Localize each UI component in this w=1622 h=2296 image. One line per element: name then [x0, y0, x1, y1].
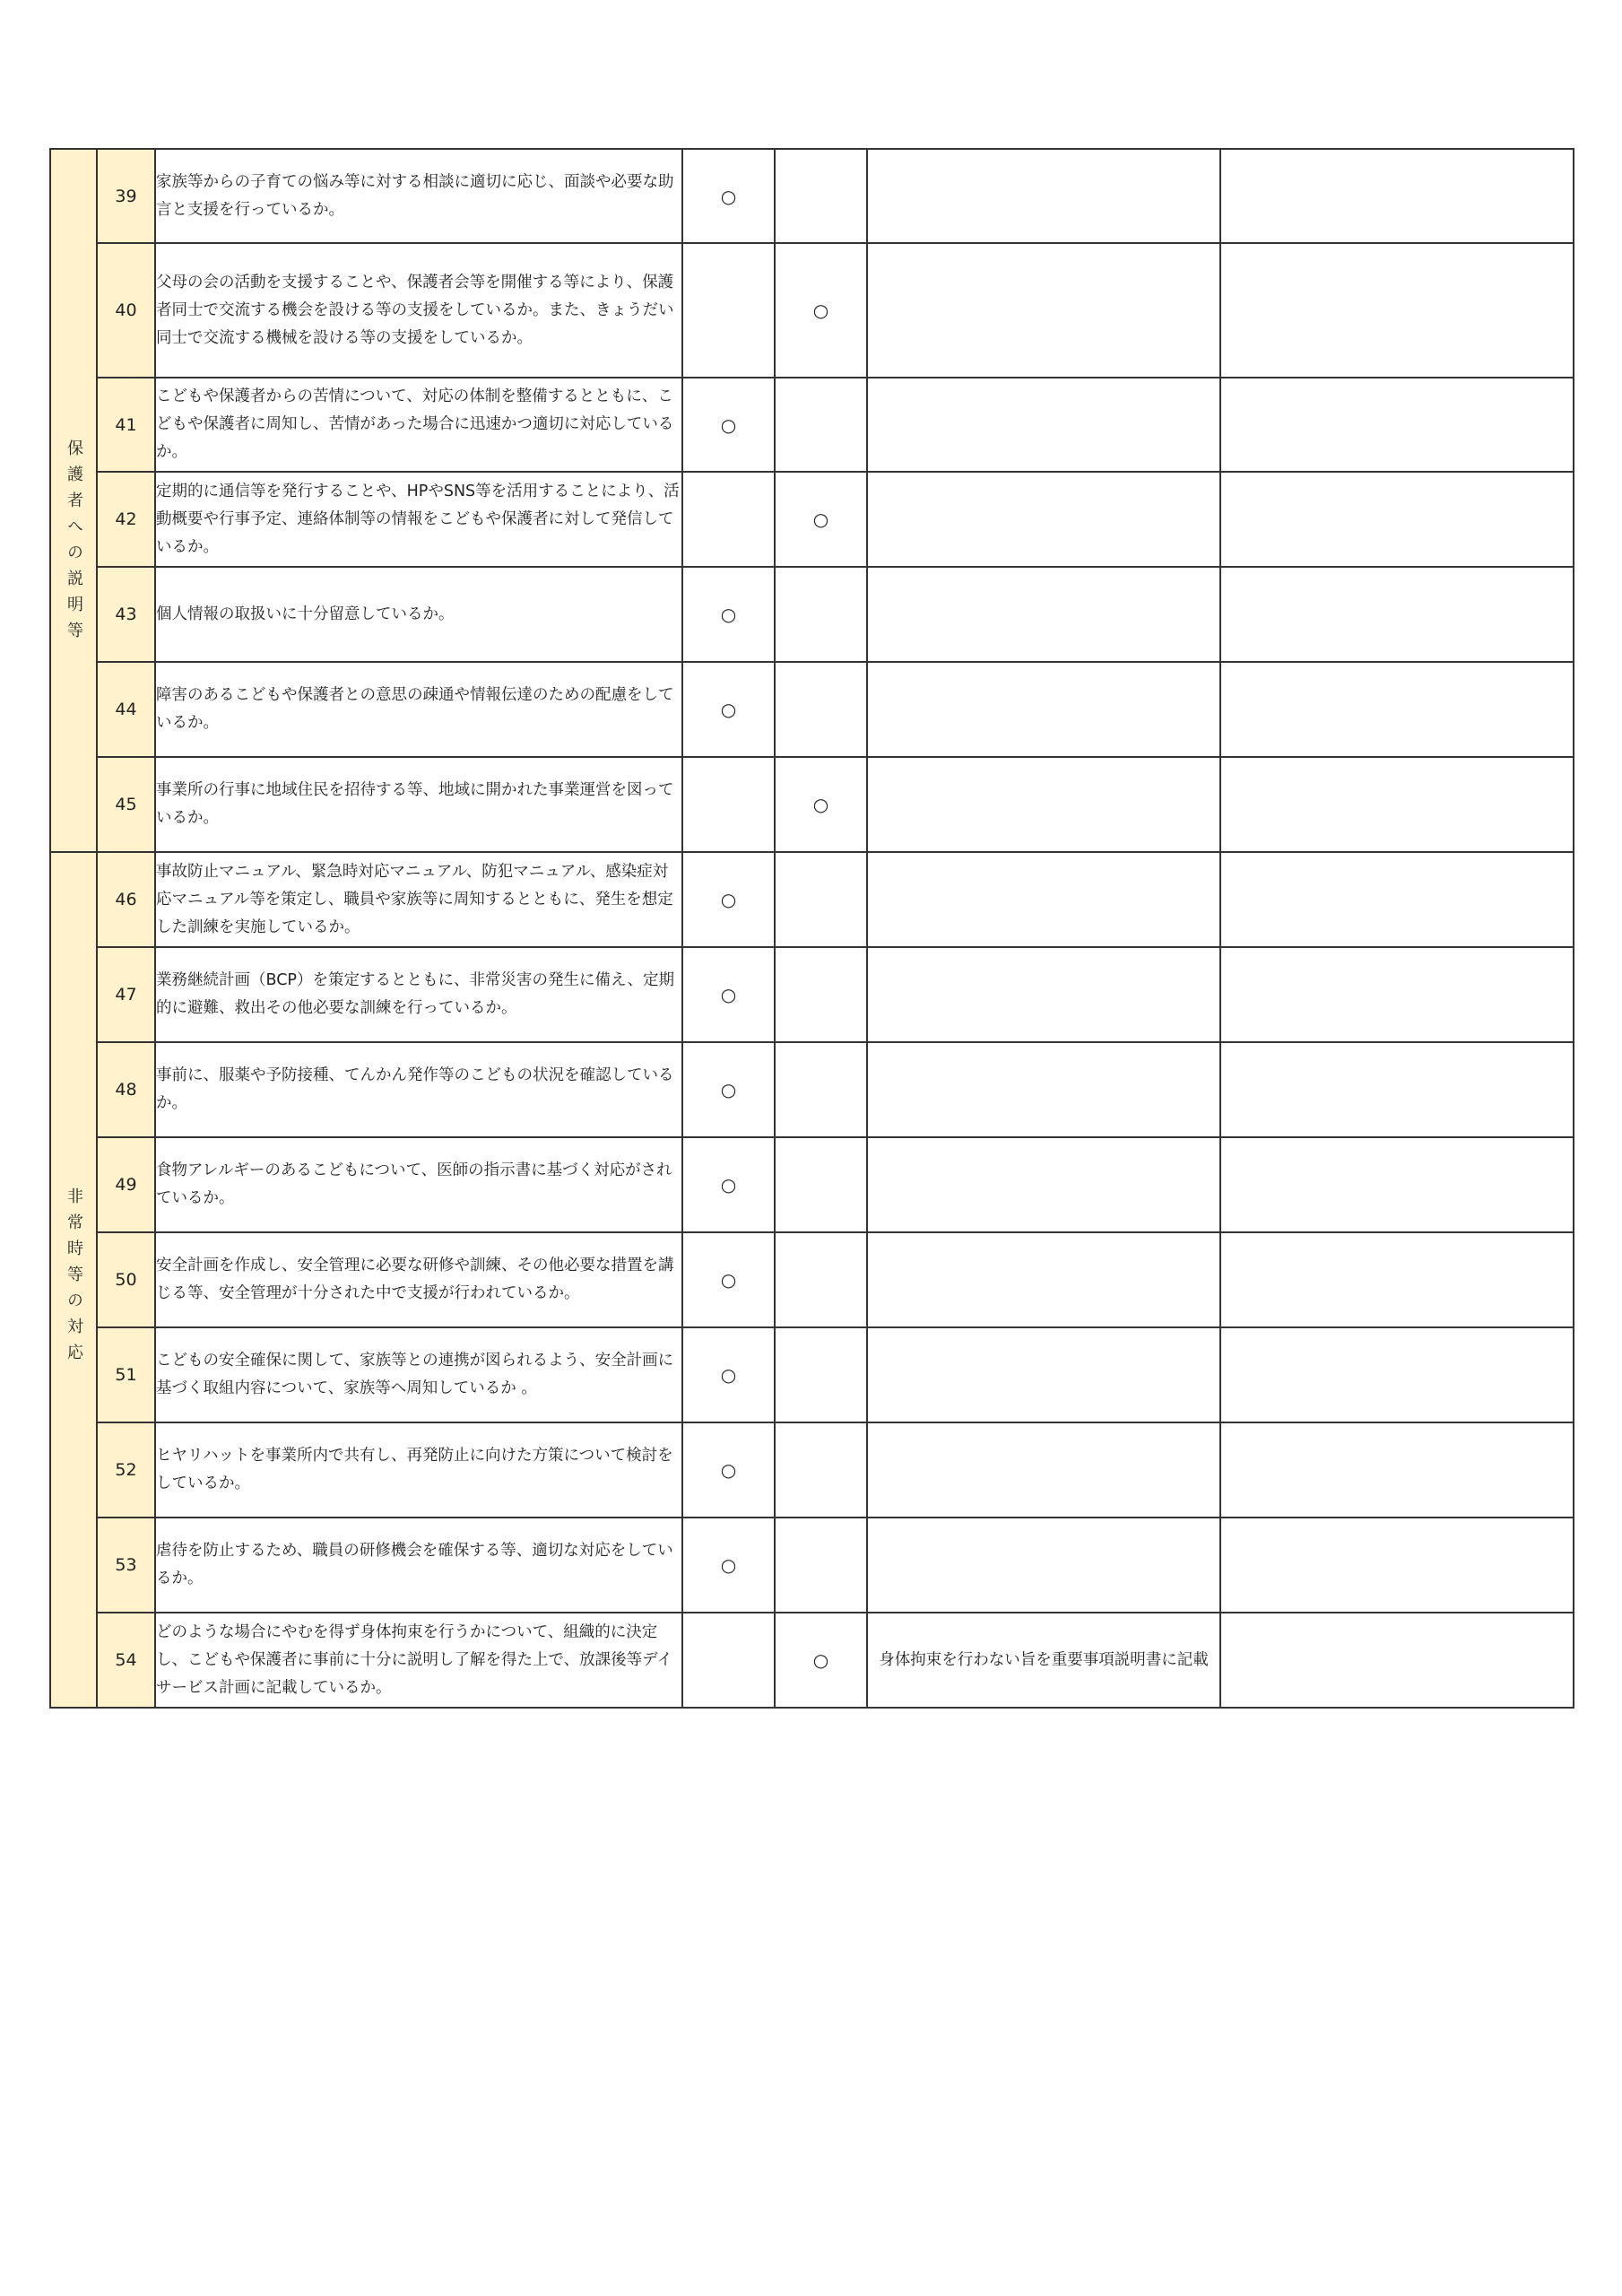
question-text: こどもの安全確保に関して、家族等との連携が図られるよう、安全計画に基づく取組内容について、家族等へ周知しているか 。 — [155, 1327, 682, 1422]
table-row — [50, 1137, 1574, 1232]
table-row — [50, 149, 1574, 243]
check-mark-b[interactable]: ○ — [775, 1613, 867, 1708]
check-mark-b[interactable] — [775, 1518, 867, 1613]
check-mark-b[interactable] — [775, 1327, 867, 1422]
check-mark-a[interactable]: ○ — [682, 1232, 775, 1327]
question-text: 食物アレルギーのあるこどもについて、医師の指示書に基づく対応がされているか。 — [155, 1137, 682, 1232]
question-text: 虐待を防止するため、職員の研修機会を確保する等、適切な対応をしているか。 — [155, 1518, 682, 1613]
remark-cell[interactable] — [867, 947, 1220, 1042]
item-number: 49 — [97, 1137, 155, 1232]
remark-cell[interactable] — [867, 243, 1220, 378]
item-number: 51 — [97, 1327, 155, 1422]
question-text: 障害のあるこどもや保護者との意思の疎通や情報伝達のための配慮をしているか。 — [155, 662, 682, 757]
check-mark-a[interactable]: ○ — [682, 947, 775, 1042]
question-text: 定期的に通信等を発行することや、HPやSNS等を活用することにより、活動概要や行事予定、連絡体制等の情報をこどもや保護者に対して発信しているか。 — [155, 472, 682, 567]
check-mark-a[interactable] — [682, 1613, 775, 1708]
table-row — [50, 1422, 1574, 1518]
table-row — [50, 243, 1574, 378]
remark-cell[interactable] — [867, 852, 1220, 947]
table-row — [50, 757, 1574, 852]
table-row — [50, 947, 1574, 1042]
table-row — [50, 1327, 1574, 1422]
table-row — [50, 1613, 1574, 1708]
remark-cell[interactable] — [867, 757, 1220, 852]
note-cell[interactable] — [1220, 1042, 1574, 1137]
remark-cell[interactable] — [867, 1422, 1220, 1518]
remark-cell[interactable] — [867, 567, 1220, 662]
remark-cell[interactable] — [867, 1232, 1220, 1327]
check-mark-b[interactable] — [775, 947, 867, 1042]
item-number: 43 — [97, 567, 155, 662]
check-mark-b[interactable] — [775, 852, 867, 947]
check-mark-a[interactable]: ○ — [682, 662, 775, 757]
item-number: 52 — [97, 1422, 155, 1518]
check-mark-a[interactable]: ○ — [682, 378, 775, 472]
evaluation-checklist-table — [49, 148, 1574, 1709]
note-cell[interactable] — [1220, 947, 1574, 1042]
note-cell[interactable] — [1220, 757, 1574, 852]
note-cell[interactable] — [1220, 852, 1574, 947]
table-row — [50, 567, 1574, 662]
item-number: 54 — [97, 1613, 155, 1708]
check-mark-b[interactable]: ○ — [775, 472, 867, 567]
table-row — [50, 852, 1574, 947]
note-cell[interactable] — [1220, 1327, 1574, 1422]
check-mark-b[interactable] — [775, 1232, 867, 1327]
remark-cell[interactable] — [867, 1042, 1220, 1137]
item-number: 39 — [97, 149, 155, 243]
note-cell[interactable] — [1220, 243, 1574, 378]
check-mark-b[interactable] — [775, 149, 867, 243]
check-mark-b[interactable] — [775, 1422, 867, 1518]
item-number: 53 — [97, 1518, 155, 1613]
remark-cell[interactable] — [867, 1327, 1220, 1422]
category-label: 非常時等の対応 — [65, 1187, 83, 1370]
table-row — [50, 378, 1574, 472]
check-mark-b[interactable] — [775, 1137, 867, 1232]
category-cell — [50, 149, 97, 852]
item-number: 41 — [97, 378, 155, 472]
note-cell[interactable] — [1220, 1518, 1574, 1613]
remark-cell[interactable]: 身体拘束を行わない旨を重要事項説明書に記載 — [867, 1613, 1220, 1708]
check-mark-a[interactable]: ○ — [682, 852, 775, 947]
category-label: 保護者への説明等 — [65, 439, 83, 648]
check-mark-a[interactable] — [682, 757, 775, 852]
item-number: 45 — [97, 757, 155, 852]
table-row — [50, 1042, 1574, 1137]
item-number: 48 — [97, 1042, 155, 1137]
table-row — [50, 662, 1574, 757]
question-text: 父母の会の活動を支援することや、保護者会等を開催する等により、保護者同士で交流する機会を設ける等の支援をしているか。また、きょうだい同士で交流する機械を設ける等の支援をしているか。 — [155, 243, 682, 378]
question-text: 事故防止マニュアル、緊急時対応マニュアル、防犯マニュアル、感染症対応マニュアル等を策定し、職員や家族等に周知するとともに、発生を想定した訓練を実施しているか。 — [155, 852, 682, 947]
note-cell[interactable] — [1220, 378, 1574, 472]
check-mark-a[interactable]: ○ — [682, 1518, 775, 1613]
check-mark-a[interactable]: ○ — [682, 1042, 775, 1137]
note-cell[interactable] — [1220, 149, 1574, 243]
note-cell[interactable] — [1220, 662, 1574, 757]
remark-cell[interactable] — [867, 472, 1220, 567]
check-mark-b[interactable] — [775, 662, 867, 757]
note-cell[interactable] — [1220, 1422, 1574, 1518]
question-text: 業務継続計画（BCP）を策定するとともに、非常災害の発生に備え、定期的に避難、救出その他必要な訓練を行っているか。 — [155, 947, 682, 1042]
remark-cell[interactable] — [867, 1137, 1220, 1232]
question-text: 事前に、服薬や予防接種、てんかん発作等のこどもの状況を確認しているか。 — [155, 1042, 682, 1137]
check-mark-a[interactable]: ○ — [682, 1327, 775, 1422]
check-mark-b[interactable]: ○ — [775, 243, 867, 378]
note-cell[interactable] — [1220, 472, 1574, 567]
check-mark-b[interactable] — [775, 1042, 867, 1137]
check-mark-b[interactable]: ○ — [775, 757, 867, 852]
question-text: ヒヤリハットを事業所内で共有し、再発防止に向けた方策について検討をしているか。 — [155, 1422, 682, 1518]
table-row — [50, 1232, 1574, 1327]
check-mark-a[interactable] — [682, 472, 775, 567]
check-mark-a[interactable]: ○ — [682, 1422, 775, 1518]
item-number: 46 — [97, 852, 155, 947]
check-mark-b[interactable] — [775, 378, 867, 472]
check-mark-b[interactable] — [775, 567, 867, 662]
question-text: 個人情報の取扱いに十分留意しているか。 — [155, 567, 682, 662]
note-cell[interactable] — [1220, 567, 1574, 662]
question-text: こどもや保護者からの苦情について、対応の体制を整備するとともに、こどもや保護者に周知し、苦情があった場合に迅速かつ適切に対応しているか。 — [155, 378, 682, 472]
check-mark-a[interactable]: ○ — [682, 1137, 775, 1232]
check-mark-a[interactable]: ○ — [682, 149, 775, 243]
item-number: 50 — [97, 1232, 155, 1327]
category-cell — [50, 852, 97, 1708]
item-number: 40 — [97, 243, 155, 378]
question-text: どのような場合にやむを得ず身体拘束を行うかについて、組織的に決定し、こどもや保護者に事前に十分に説明し了解を得た上で、放課後等デイサービス計画に記載しているか。 — [155, 1613, 682, 1708]
item-number: 42 — [97, 472, 155, 567]
question-text: 安全計画を作成し、安全管理に必要な研修や訓練、その他必要な措置を講じる等、安全管理が十分された中で支援が行われているか。 — [155, 1232, 682, 1327]
remark-cell[interactable] — [867, 378, 1220, 472]
remark-cell[interactable] — [867, 149, 1220, 243]
note-cell[interactable] — [1220, 1613, 1574, 1708]
remark-cell[interactable] — [867, 662, 1220, 757]
note-cell[interactable] — [1220, 1232, 1574, 1327]
note-cell[interactable] — [1220, 1137, 1574, 1232]
table-row — [50, 1518, 1574, 1613]
question-text: 事業所の行事に地域住民を招待する等、地域に開かれた事業運営を図っているか。 — [155, 757, 682, 852]
item-number: 47 — [97, 947, 155, 1042]
check-mark-a[interactable] — [682, 243, 775, 378]
remark-cell[interactable] — [867, 1518, 1220, 1613]
question-text: 家族等からの子育ての悩み等に対する相談に適切に応じ、面談や必要な助言と支援を行っているか。 — [155, 149, 682, 243]
check-mark-a[interactable]: ○ — [682, 567, 775, 662]
item-number: 44 — [97, 662, 155, 757]
table-row — [50, 472, 1574, 567]
